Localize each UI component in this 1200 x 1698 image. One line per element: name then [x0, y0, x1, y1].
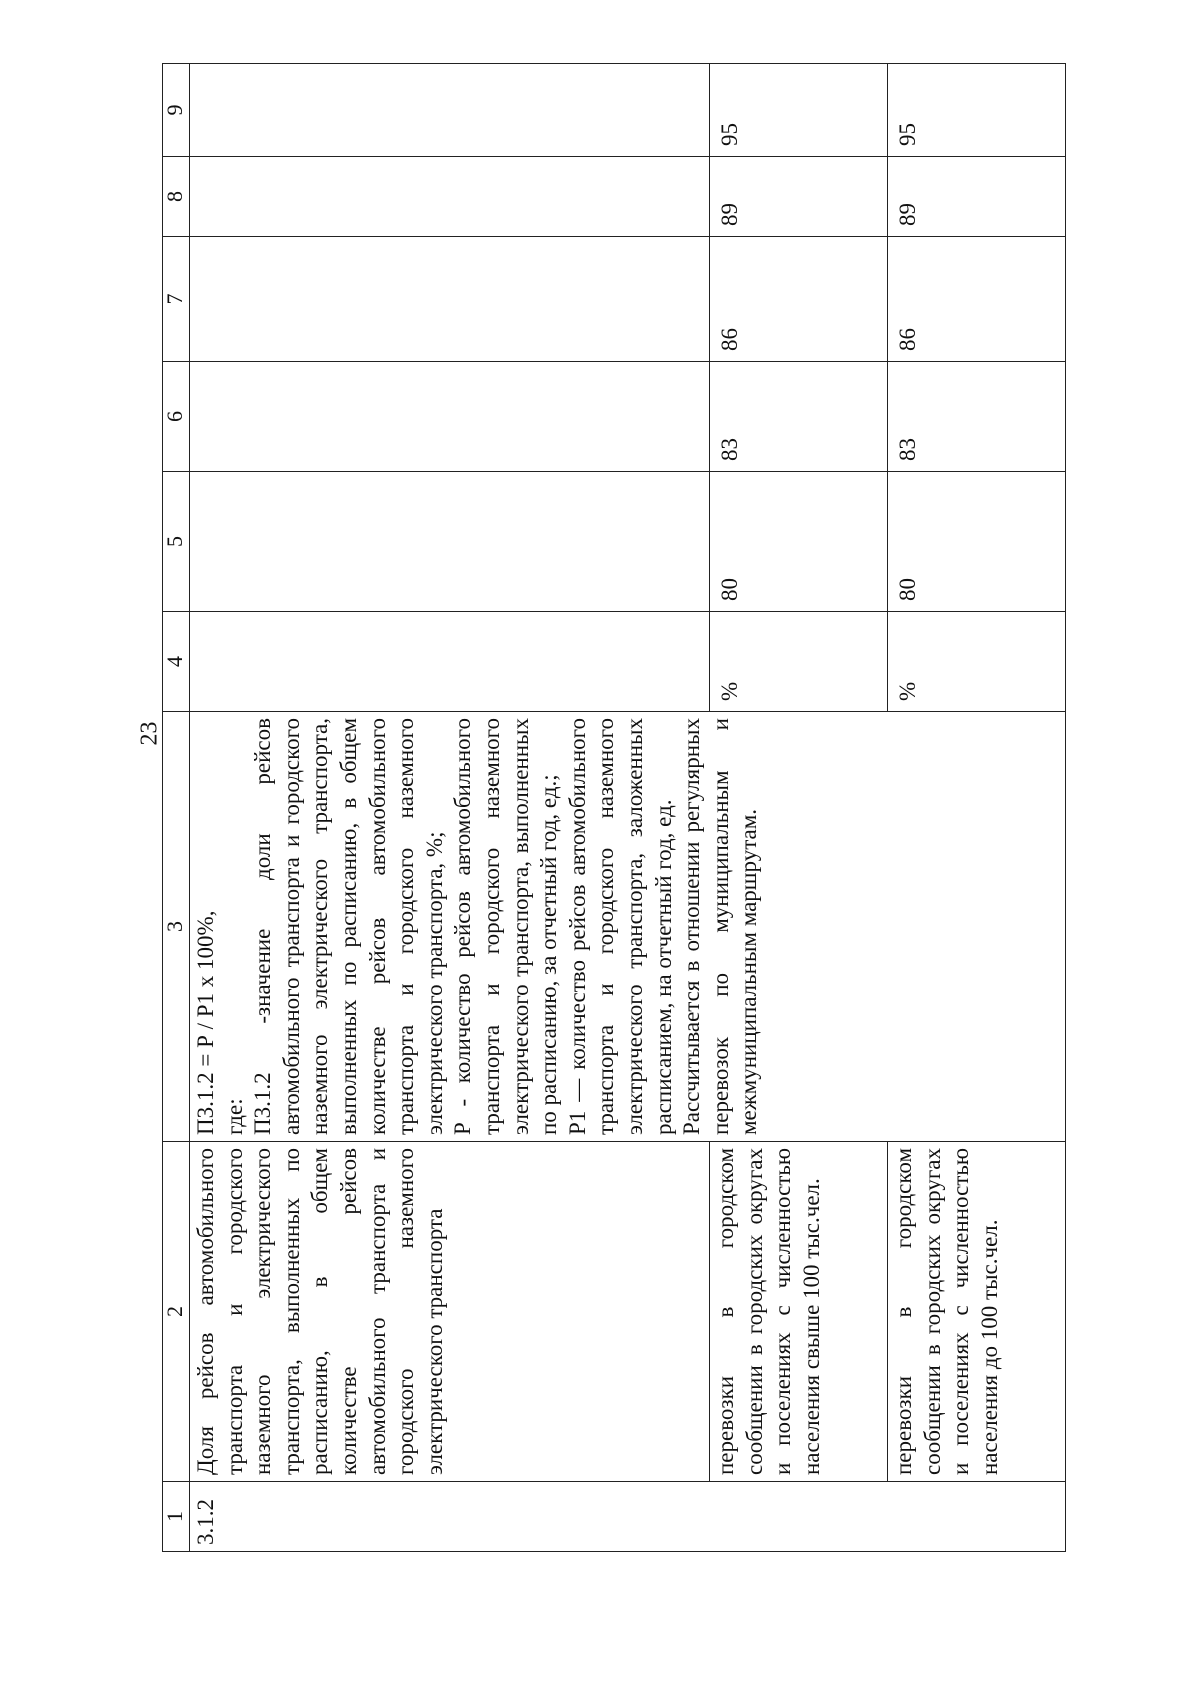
indicator-name-cell: Доля рейсов автомобильного транспорта и городского наземного электрического транспорта, выполненных по расписанию, в общем количестве рейсов автомобильного транспорта и городского наземного электрического транспорта — [190, 1142, 710, 1482]
header-cell-8: 8 — [163, 157, 190, 237]
value-cell: 86 — [888, 237, 1066, 362]
value-cell: 86 — [710, 237, 888, 362]
header-cell-6: 6 — [163, 362, 190, 472]
formula-line: П3.1.2 = Р / Р1 х 100%, — [193, 910, 218, 1135]
indicator-name-cell: перевозки в городском сообщении в городских округах и поселениях с численностью населения свыше 100 тыс.чел. — [710, 1142, 888, 1482]
formula-line: Р1 — количество рейсов автомобильного транспорта и городского наземного электрического транспорта, заложенных расписанием, на отчетный год, ед. — [564, 718, 676, 1135]
value-cell: 95 — [710, 64, 888, 157]
value-cell: 89 — [710, 157, 888, 237]
value-cell: 80 — [710, 472, 888, 612]
table-row — [190, 64, 710, 1552]
value-cell — [190, 362, 710, 472]
header-cell-5: 5 — [163, 472, 190, 612]
value-cell — [190, 237, 710, 362]
indicator-table — [162, 63, 1066, 1552]
formula-line: где: — [221, 1098, 247, 1135]
value-cell: 83 — [710, 362, 888, 472]
value-cell — [190, 472, 710, 612]
header-cell-4: 4 — [163, 612, 190, 712]
formula-line: Рассчитывается в отношении регулярных перевозок по муниципальным и межмуниципальным маршрутам. — [679, 718, 762, 1135]
formula-line: Р - количество рейсов автомобильного транспорта и городского наземного электрического транспорта, выполненных по расписанию, за отчетный год, ед.; — [450, 718, 562, 1135]
header-row — [163, 64, 190, 1552]
value-cell: 83 — [888, 362, 1066, 472]
page-number: 23 — [136, 721, 163, 746]
formula-cell — [190, 712, 1066, 1142]
formula-line: П3.1.2 -значение доли рейсов автомобильного транспорта и городского наземного электрического транспорта, выполненных по расписанию, в общем количестве рейсов автомобильного транспорта и городского наземного электрического транспорта, %; — [250, 718, 447, 1135]
unit-cell — [190, 612, 710, 712]
header-cell-2: 2 — [163, 1142, 190, 1482]
header-cell-9: 9 — [163, 64, 190, 157]
rotated-table-container — [162, 64, 1062, 1552]
row-code-cell: 3.1.2 — [190, 1482, 1066, 1552]
header-cell-1: 1 — [163, 1482, 190, 1552]
header-cell-3: 3 — [163, 712, 190, 1142]
value-cell — [190, 64, 710, 157]
indicator-name-cell: перевозки в городском сообщении в городских округах и поселениях с численностью населения до 100 тыс.чел. — [888, 1142, 1066, 1482]
unit-cell: % — [888, 612, 1066, 712]
value-cell: 80 — [888, 472, 1066, 612]
value-cell — [190, 157, 710, 237]
header-cell-7: 7 — [163, 237, 190, 362]
value-cell: 95 — [888, 64, 1066, 157]
unit-cell: % — [710, 612, 888, 712]
value-cell: 89 — [888, 157, 1066, 237]
